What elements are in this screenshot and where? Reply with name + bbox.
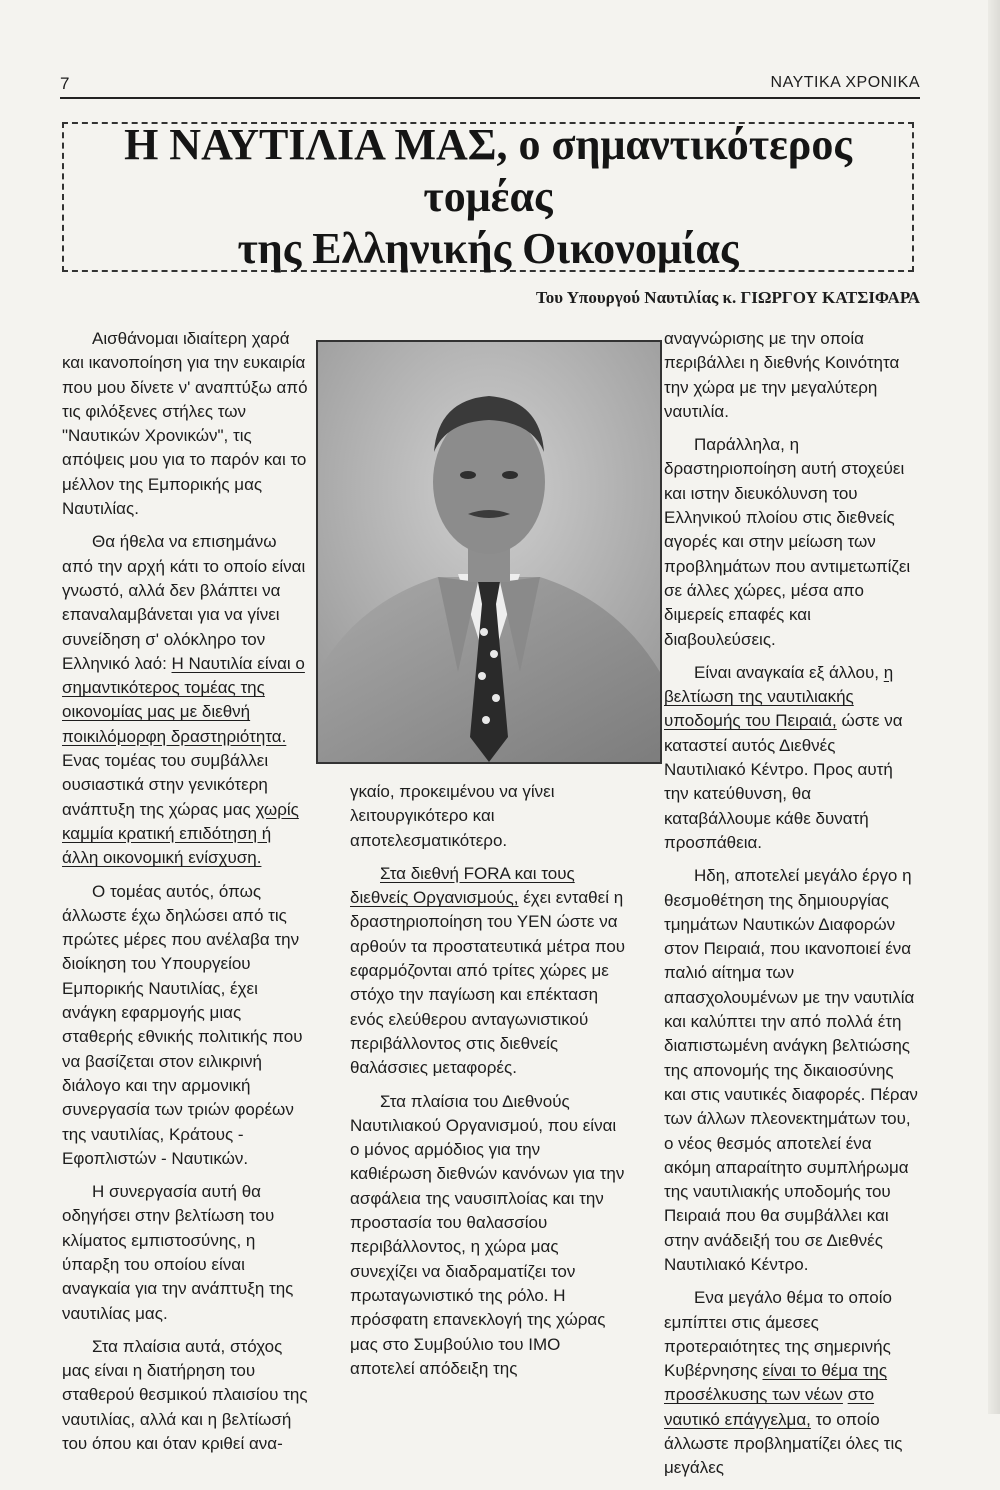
underlined-emphasis: είναι το θέμα της προσέλκυσης των νέων bbox=[664, 1361, 888, 1405]
paragraph: Αισθάνομαι ιδιαίτερη χαρά και ικανοποίηση για την ευκαιρία που μου δίνετε ν' αναπτύξω από τις φιλόξενες στήλες των "Ναυτικών Χρονικών", τις απόψεις μου για το παρόν και το μέλλον της Εμπορικής μας Ναυτιλίας. bbox=[62, 329, 308, 519]
article-column-2 bbox=[350, 780, 626, 1390]
page-number: 7 bbox=[60, 74, 70, 93]
article-title-line-2: της Ελληνικής Οικονομίας bbox=[237, 224, 739, 273]
article-column-1 bbox=[62, 327, 312, 1465]
paragraph: Παράλληλα, η δραστηριοποίηση αυτή στοχεύει και ιστην διευκόλυνση του Ελληνικού πλοίου στις διεθνείς αγορές και στην μείωση των προβλημάτων που αντιμετωπίζει σε άλλες χώρες, μέσα απο διμερείς επαφές και διαβουλεύσεις. bbox=[664, 435, 911, 649]
underlined-emphasis: η βελτίωση της ναυτιλιακής υποδομής του Πειραιά, bbox=[664, 662, 894, 731]
minister-portrait-photo bbox=[316, 340, 662, 764]
paragraph: Θα ήθελα να επισημάνω από την αρχή κάτι το οποίο είναι γνωστό, αλλά δεν βλάπτει να επαναλαμβάνεται για να γίνει συνείδηση σ' ολόκληρο τον Ελληνικό λαό: Η Ναυτιλία είναι ο σημαντικότερος τομέας της οικονομίας μας με διεθνή ποικιλόμορφη δραστηριότητα. Ενας τομέας του συμβάλλει ουσιαστικά στην γενικότερη ανάπτυξη της χώρας μας χωρίς καμμία κρατική επιδότηση ή άλλη οικονομική ενίσχυση. bbox=[62, 532, 306, 868]
header-rule bbox=[60, 97, 920, 99]
page-header bbox=[60, 70, 920, 96]
paragraph: αναγνώρισης με την οποία περιβάλλει η διεθνής Κοινότητα την χώρα με την μεγαλύτερη ναυτιλία. bbox=[664, 329, 900, 421]
underlined-emphasis: Η Ναυτιλία είναι ο σημαντικότερος τομέας της οικονομίας μας με διεθνή ποικιλόμορφη δραστηριότητα. bbox=[62, 653, 305, 746]
underlined-emphasis: χωρίς καμμία κρατική επιδότηση ή άλλη οικονομική ενίσχυση. bbox=[62, 799, 299, 868]
article-title-box bbox=[62, 122, 914, 272]
paragraph: Στα διεθνή FORA και τους διεθνείς Οργανισμούς, έχει ενταθεί η δραστηριοποίηση του ΥΕΝ ώστε να αρθούν τα προστατευτικά μέτρα που εφαρμόζονται από τρίτες χώρες με στόχο την παγίωση και επέκταση ενός ελεύθερου ανταγωνιστικού περιβάλλοντος στις διεθνείς θαλάσσιες μεταφορές. bbox=[350, 863, 626, 1078]
paragraph: Ηδη, αποτελεί μεγάλο έργο η θεσμοθέτηση της δημιουργίας τμημάτων Ναυτικών Διαφορών στον Πειραιά, που ικανοποιεί ένα παλιό αίτημα των απασχολουμένων με την ναυτιλία και καλύπτει την από πολλά έτη διαπιστωμένη ανάγκη βελτιώσης της απονομής της δικαιοσύνης και στις ναυτικές διαφορές. Πέραν των άλλων πλεονεκτημάτων του, ο νέος θεσμός αποτελεί ένα ακόμη απαραίτητο συμπλήρωμα της ναυτιλιακής υποδομής του Πειραιά που θα συμβάλλει και στην ανάδειξή του σε Διεθνές Ναυτιλιακό Κέντρο. bbox=[664, 866, 918, 1274]
paragraph: Στα πλαίσια αυτά, στόχος μας είναι η διατήρηση του σταθερού θεσμικού πλαισίου της ναυτιλίας, αλλά και η βελτίωσή του όπου και όταν κριθεί ανα- bbox=[62, 1336, 308, 1454]
paragraph: Είναι αναγκαία εξ άλλου, η βελτίωση της ναυτιλιακής υποδομής του Πειραιά, ώστε να καταστεί αυτός Διεθνές Ναυτιλιακό Κέντρο. Προς αυτή την κατεύθυνση, θα καταβάλλουμε κάθε δυνατή προσπάθεια. bbox=[664, 662, 903, 852]
page-edge-shadow bbox=[988, 0, 1000, 1414]
paragraph: Στα πλαίσια του Διεθνούς Ναυτιλιακού Οργανισμού, που είναι ο μόνος αρμόδιος για την καθιέρωση διεθνών κανόνων για την ασφάλεια της ναυσιπλοίας και την προστασία του θαλασσίου περιβάλλοντος, η χώρα μας συνεχίζει να διαδραματίζει τον πρωταγωνιστικό της ρόλο. Η πρόσφατη επανεκλογή της χώρας μας στο Συμβούλιο του ΙΜΟ αποτελεί απόδειξη της bbox=[350, 1091, 625, 1378]
article-byline: Του Υπουργού Ναυτιλίας κ. ΓΙΩΡΓΟΥ ΚΑΤΣΙΦΑΡΑ bbox=[536, 288, 920, 307]
paragraph: Ενα μεγάλο θέμα το οποίο εμπίπτει στις άμεσες προτεραιότητες της σημερινής Κυβέρνησης είναι το θέμα της προσέλκυσης των νέων στο ναυτικό επάγγελμα, το οποίο άλλωστε προβληματίζει όλες τις μεγάλες bbox=[664, 1288, 903, 1478]
publication-name: ΝΑΥΤΙΚΑ ΧΡΟΝΙΚΑ bbox=[770, 74, 920, 91]
article-title-line-1: Η ΝΑΥΤΙΛΙΑ ΜΑΣ, ο σημαντικότερος τομέας bbox=[124, 120, 852, 221]
underlined-emphasis: στο ναυτικό επάγγελμα, bbox=[664, 1385, 875, 1429]
paragraph: γκαίο, προκειμένου να γίνει λειτουργικότερο και αποτελεσματικότερο. bbox=[350, 782, 555, 850]
paragraph: Ο τομέας αυτός, όπως άλλωστε έχω δηλώσει από τις πρώτες μέρες που ανέλαβα την διοίκηση του Υπουργείου Εμπορικής Ναυτιλίας, έχει ανάγκη εφαρμογής μιας σταθερής εθνικής πολιτικής που να βασίζεται στον ειλικρινή διάλογο και την αρμονική συνεργασία των τριών φορέων της ναυτιλίας, Κράτους - Εφοπλιστών - Ναυτικών. bbox=[62, 881, 303, 1168]
paragraph: Η συνεργασία αυτή θα οδηγήσει στην βελτίωση του κλίματος εμπιστοσύνης, η ύπαρξη του οποίου είναι αναγκαία για την ανάπτυξη της ναυτιλίας μας. bbox=[62, 1182, 294, 1323]
underlined-emphasis: Στα διεθνή FORA και τους διεθνείς Οργανισμούς, bbox=[350, 863, 575, 908]
portrait-illustration bbox=[318, 342, 660, 762]
article-column-3 bbox=[664, 327, 920, 1490]
